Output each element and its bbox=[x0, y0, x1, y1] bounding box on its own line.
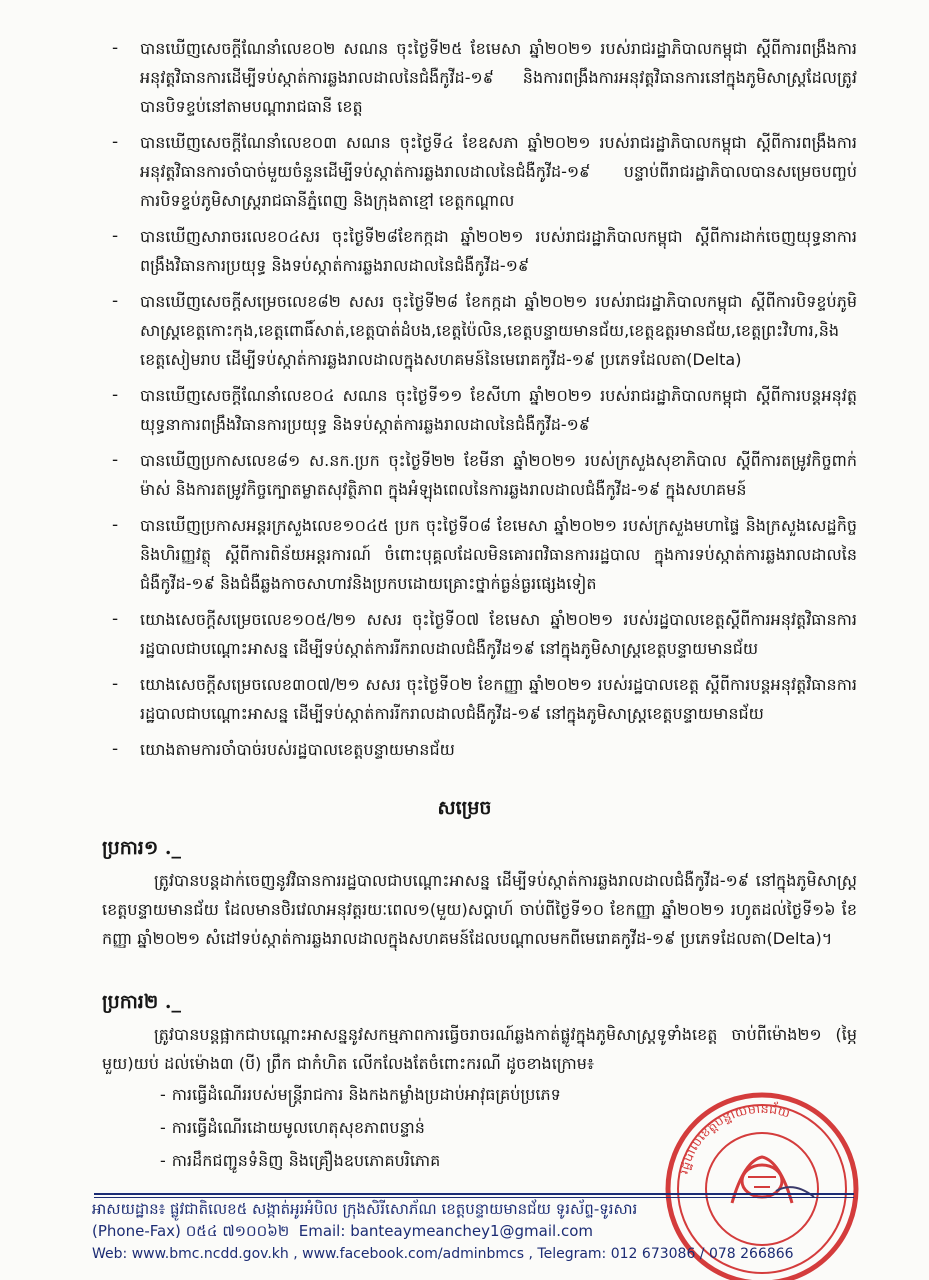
footer-rule-thin bbox=[94, 1197, 854, 1198]
article-2-body: ត្រូវបានបន្តផ្អាកជាបណ្តោះអាសន្ននូវសកម្មភាពការធ្វើចរាចរណ៍ឆ្លងកាត់ផ្លូវក្នុងភូមិសាស្រ្តទូទាំងខេត្ត ចាប់ពីម៉ោង២១ (ម្ភៃមួយ)យប់ ដល់ម៉ោង៣ (បី) ព្រឹក ជាកំហិត លើកលែងតែចំពោះករណី ដូចខាងក្រោម៖ bbox=[102, 1025, 857, 1073]
phone-label: (Phone-Fax) bbox=[92, 1222, 181, 1240]
citation-item bbox=[112, 287, 857, 374]
citation-item bbox=[112, 128, 857, 215]
citation-text: បានឃើញប្រកាសអន្តរក្រសួងលេខ១០៤៥ ប្រក ចុះថ្ងៃទី០៨ ខែមេសា ឆ្នាំ២០២១ របស់ក្រសួងមហាផ្ទៃ និងក្រសួងសេដ្ឋកិច្ច និងហិរញ្ញវត្ថុ ស្តីពីការពិន័យអន្តរការណ៍ ចំពោះបុគ្គលដែលមិនគោរពវិធានការរដ្ឋបាល ក្នុងការទប់ស្កាត់ការឆ្លងរាលដាលនៃជំងឺកូវីដ-១៩ និងជំងឺឆ្លងកាចសាហាវនិងប្រកបដោយគ្រោះថ្នាក់ធ្ងន់ធ្ងរផ្សេងទៀត bbox=[140, 516, 857, 593]
dash-marker: - bbox=[112, 609, 119, 629]
citation-text: យោងតាមការចាំបាច់របស់រដ្ឋបាលខេត្តបន្ទាយមានជ័យ bbox=[140, 740, 455, 759]
phone-number: ០៥៤ ៧១០០៦២ bbox=[185, 1222, 290, 1240]
exception-list bbox=[160, 1080, 630, 1179]
dash-marker: - bbox=[112, 739, 119, 759]
citation-item bbox=[112, 670, 857, 728]
citation-text: បានឃើញសេចក្តីណែនាំលេខ០៤ សណន ចុះថ្ងៃទី១១ ខែសីហា ឆ្នាំ២០២១ របស់រាជរដ្ឋាភិបាលកម្ពុជា ស្តីពីការបន្តអនុវត្តយុទ្ធនាការពង្រឹងវិធានការប្រយុទ្ធ និងទប់ស្កាត់ការឆ្លងរាលដាលនៃជំងឺកូវីដ-១៩ bbox=[140, 386, 857, 434]
dash-marker: - bbox=[112, 515, 119, 535]
email-link[interactable]: banteaymeanchey1@gmail.com bbox=[350, 1222, 593, 1240]
citation-text: យោងសេចក្តីសម្រេចលេខ១០៥/២១ សសរ ចុះថ្ងៃទី០៧ ខែមេសា ឆ្នាំ២០២១ របស់រដ្ឋបាលខេត្តស្តីពីការអនុវត្តវិធានការរដ្ឋបាលជាបណ្តោះអាសន្ន ដើម្បីទប់ស្កាត់ការរីករាលដាលជំងឺកូវីដ១៩ នៅក្នុងភូមិសាស្រ្តខេត្តបន្ទាយមានជ័យ bbox=[140, 610, 857, 658]
citation-list bbox=[112, 34, 857, 771]
citation-item bbox=[112, 511, 857, 598]
exception-text: ការធ្វើដំណើរដោយមូលហេតុសុខភាពបន្ទាន់ bbox=[171, 1118, 425, 1137]
dash-marker: - bbox=[112, 291, 119, 311]
citation-item bbox=[112, 381, 857, 439]
dash-marker: - bbox=[112, 674, 119, 694]
decision-heading: សម្រេច bbox=[437, 797, 492, 819]
telegram-number: 012 673086 / 078 266866 bbox=[610, 1246, 794, 1262]
exception-item bbox=[160, 1146, 630, 1176]
exception-item bbox=[160, 1113, 630, 1143]
citation-text: យោងសេចក្តីសម្រេចលេខ៣០៧/២១ សសរ ចុះថ្ងៃទី០២ ខែកញ្ញា ឆ្នាំ២០២១ របស់រដ្ឋបាលខេត្ត ស្តីពីការបន្តអនុវត្តវិធានការរដ្ឋបាលជាបណ្តោះអាសន្ន ដើម្បីទប់ស្កាត់ការរីករាលដាលជំងឺកូវីដ-១៩ នៅក្នុងភូមិសាស្រ្តខេត្តបន្ទាយមានជ័យ bbox=[140, 675, 857, 723]
footer-rule bbox=[94, 1193, 854, 1195]
citation-item bbox=[112, 605, 857, 663]
footer-address: អាសយដ្ឋាន៖ ផ្លូវជាតិលេខ៥ សង្កាត់អូរអំបិល ក្រុងសិរីសោភ័ណ ខេត្តបន្ទាយមានជ័យ ទូរស័ព្ទ-ទូរសារ bbox=[92, 1200, 638, 1218]
dash-marker: - bbox=[112, 38, 119, 58]
article-2-heading: ប្រការ២ ._ bbox=[102, 991, 181, 1013]
citation-text: បានឃើញសេចក្តីសម្រេចលេខ៨២ សសរ ចុះថ្ងៃទី២៨ ខែកក្កដា ឆ្នាំ២០២១ របស់រាជរដ្ឋាភិបាលកម្ពុជា ស្តីពីការបិទខ្ទប់ភូមិសាស្រ្តខេត្តកោះកុង,ខេត្តពោធិ៍សាត់,ខេត្តបាត់ដំបង,ខេត្តប៉ៃលិន,ខេត្តបន្ទាយមានជ័យ,ខេត្តឧត្តរមានជ័យ,ខេត្តព្រះវិហារ,និងខេត្តសៀមរាប ដើម្បីទប់ស្កាត់ការឆ្លងរាលដាលក្នុងសហគមន៍នៃមេរោគកូវីដ-១៩ ប្រភេទដែលតា(Delta) bbox=[140, 292, 857, 369]
facebook-link[interactable]: www.facebook.com/adminbmcs bbox=[302, 1246, 525, 1262]
seal-text: រដ្ឋបាលខេត្តបន្ទាយមានជ័យ bbox=[676, 1101, 792, 1176]
footer-contact-row bbox=[92, 1222, 593, 1244]
exception-text: ការដឹកជញ្ជូនទំនិញ និងគ្រឿងឧបភោគបរិភោគ bbox=[171, 1151, 441, 1170]
web-label: Web: bbox=[92, 1246, 128, 1262]
email-label: Email: bbox=[298, 1222, 346, 1240]
citation-item bbox=[112, 735, 857, 764]
dash-marker: - bbox=[112, 226, 119, 246]
telegram-label: Telegram: bbox=[537, 1246, 607, 1262]
dash-marker: - bbox=[112, 450, 119, 470]
citation-item bbox=[112, 34, 857, 121]
article-1-heading: ប្រការ១ ._ bbox=[102, 837, 181, 859]
citation-text: បានឃើញប្រកាសលេខ៨១ ស.នក.ប្រក ចុះថ្ងៃទី២២ ខែមីនា ឆ្នាំ២០២១ របស់ក្រសួងសុខាភិបាល ស្តីពីការតម្រូវកិច្ចពាក់ម៉ាស់ និងការតម្រូវកិច្ចក្បោតម្លាតសុវត្ថិភាព ក្នុងអំឡុងពេលនៃការឆ្លងរាលដាលជំងឺកូវីដ-១៩ ក្នុងសហគមន៍ bbox=[140, 451, 857, 499]
article-1-body: ត្រូវបានបន្តដាក់ចេញនូវវិធានការរដ្ឋបាលជាបណ្តោះអាសន្ន ដើម្បីទប់ស្កាត់ការឆ្លងរាលដាលជំងឺកូវីដ-១៩ នៅក្នុងភូមិសាស្រ្តខេត្តបន្ទាយមានជ័យ ដែលមានថិរវេលាអនុវត្តរយៈពេល១(មួយ)សប្តាហ៍ ចាប់ពីថ្ងៃទី១០ ខែកញ្ញា ឆ្នាំ២០២១ រហូតដល់ថ្ងៃទី១៦ ខែកញ្ញា ឆ្នាំ២០២១ សំដៅទប់ស្កាត់ការឆ្លងរាលដាលក្នុងសហគមន៍ដែលបណ្តាលមកពីមេរោគកូវីដ-១៩ ប្រភេទដែលតា(Delta)។ bbox=[102, 871, 857, 948]
citation-item bbox=[112, 222, 857, 280]
citation-text: បានឃើញសេចក្តីណែនាំលេខ០២ សណន ចុះថ្ងៃទី២៥ ខែមេសា ឆ្នាំ២០២១ របស់រាជរដ្ឋាភិបាលកម្ពុជា ស្តីពីការពង្រឹងការអនុវត្តវិធានការដើម្បីទប់ស្កាត់ការឆ្លងរាលដាលនៃជំងឺកូវីដ-១៩ និងការពង្រឹងការអនុវត្តវិធានការនៅក្នុងភូមិសាស្រ្តដែលត្រូវបានបិទខ្ទប់នៅតាមបណ្តារាជធានី ខេត្ត bbox=[140, 39, 857, 116]
exception-item bbox=[160, 1080, 630, 1110]
dash-marker: - bbox=[112, 385, 119, 405]
bullet-marker: - bbox=[160, 1118, 166, 1137]
official-seal-icon bbox=[664, 1085, 860, 1203]
website-link[interactable]: www.bmc.ncdd.gov.kh bbox=[131, 1246, 289, 1262]
citation-text: បានឃើញសេចក្តីណែនាំលេខ០៣ សណន ចុះថ្ងៃទី៤ ខែឧសភា ឆ្នាំ២០២១ របស់រាជរដ្ឋាភិបាលកម្ពុជា ស្តីពីការពង្រឹងការអនុវត្តវិធានការចាំបាច់មួយចំនួនដើម្បីទប់ស្កាត់ការឆ្លងរាលដាលនៃជំងឺកូវីដ-១៩ បន្ទាប់ពីរាជរដ្ឋាភិបាលបានសម្រេចបញ្ចប់ការបិទខ្ទប់ភូមិសាស្រ្តរាជធានីភ្នំពេញ និងក្រុងតាខ្មៅ ខេត្តកណ្តាល bbox=[140, 133, 857, 210]
dash-marker: - bbox=[112, 132, 119, 152]
citation-text: បានឃើញសារាចរលេខ០៤សរ ចុះថ្ងៃទី២៨ខែកក្កដា ឆ្នាំ២០២១ របស់រាជរដ្ឋាភិបាលកម្ពុជា ស្តីពីការដាក់ចេញយុទ្ធនាការពង្រឹងវិធានការប្រយុទ្ធ និងទប់ស្កាត់ការឆ្លងរាលដាលនៃជំងឺកូវីដ-១៩ bbox=[140, 227, 857, 275]
bullet-marker: - bbox=[160, 1085, 166, 1104]
footer-web-row: Web: www.bmc.ncdd.gov.kh , www.facebook.com/adminbmcs , Telegram: 012 673086 / 078 266866 bbox=[92, 1246, 794, 1262]
bullet-marker: - bbox=[160, 1151, 166, 1170]
exception-text: ការធ្វើដំណើររបស់មន្ត្រីរាជការ និងកងកម្លាំងប្រដាប់អាវុធគ្រប់ប្រភេទ bbox=[171, 1085, 561, 1104]
citation-item bbox=[112, 446, 857, 504]
